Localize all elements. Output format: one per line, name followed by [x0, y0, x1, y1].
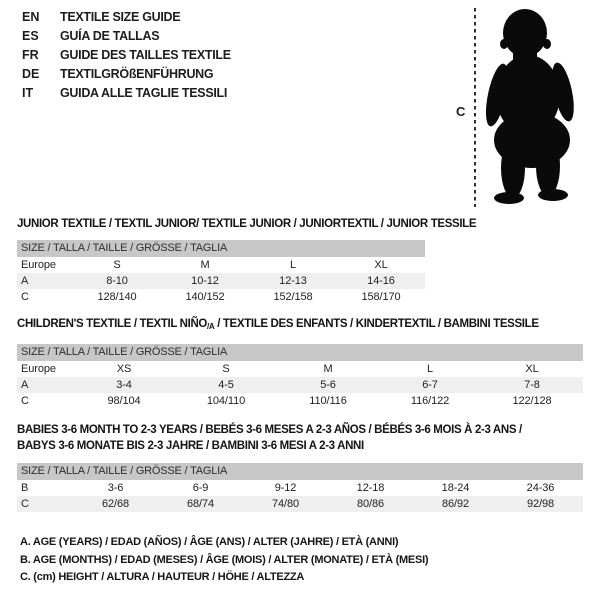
- children-table-title: [17, 316, 539, 335]
- size-cell: XL: [525, 363, 539, 375]
- size-cell: 12-18: [356, 482, 385, 494]
- junior-table: [17, 240, 425, 305]
- height-measure-figure: [452, 8, 598, 210]
- footnote-a: A. AGE (YEARS) / EDAD (AÑOS) / ÂGE (ANS) / ALTER (JAHRE) / ETÀ (ANNI): [20, 536, 399, 548]
- junior-table-title: JUNIOR TEXTILE / TEXTIL JUNIOR/ TEXTILE JUNIOR / JUNIORTEXTIL / JUNIOR TESSILE: [17, 218, 477, 230]
- children-title-before: CHILDREN'S TEXTILE / TEXTIL NIÑO: [17, 318, 208, 330]
- size-cell: 152/158: [273, 291, 313, 303]
- language-title: GUIDA ALLE TAGLIE TESSILI: [60, 86, 228, 100]
- size-cell: XS: [116, 363, 132, 375]
- babies-table: [17, 463, 583, 512]
- row-label: C: [21, 291, 29, 303]
- size-cell: 62/68: [101, 498, 130, 510]
- size-cell: 98/104: [107, 395, 141, 407]
- size-cell: 14-16: [367, 275, 395, 287]
- row-label: B: [21, 482, 29, 494]
- footnotes: [20, 534, 428, 587]
- size-cell: 140/152: [185, 291, 225, 303]
- children-table: [17, 344, 583, 409]
- size-cell: L: [289, 259, 297, 271]
- language-code: DE: [22, 67, 40, 81]
- language-row: [22, 8, 231, 27]
- table-row: [17, 393, 583, 409]
- size-cell: 3-6: [107, 482, 124, 494]
- size-cell: 3-4: [116, 379, 132, 391]
- language-title: GUÍA DE TALLAS: [60, 29, 160, 43]
- children-title-sub: /A: [207, 322, 215, 331]
- children-title-after: / TEXTILE DES ENFANTS / KINDERTEXTIL / BAMBINI TESSILE: [214, 318, 539, 330]
- footnote-b: B. AGE (MONTHS) / EDAD (MESES) / ÂGE (MOIS) / ALTER (MONATE) / ETÀ (MESI): [20, 553, 429, 566]
- size-cell: 18-24: [441, 482, 470, 494]
- table-row: [17, 377, 583, 393]
- height-dashed-line: [474, 8, 476, 207]
- size-cell: 5-6: [320, 379, 336, 391]
- language-code: ES: [22, 29, 39, 43]
- size-cell: 158/170: [361, 291, 401, 303]
- size-cell: 104/110: [206, 395, 246, 407]
- language-list: [22, 8, 231, 103]
- size-cell: 9-12: [274, 482, 297, 494]
- row-label: C: [21, 498, 29, 510]
- language-code: IT: [22, 86, 34, 100]
- language-title: TEXTILGRÖßENFÜHRUNG: [60, 67, 214, 81]
- size-cell: S: [222, 363, 230, 375]
- size-cell: 80/86: [356, 498, 385, 510]
- language-row: [22, 27, 231, 46]
- language-row: [22, 84, 231, 103]
- size-cell: 6-7: [422, 379, 438, 391]
- table-row: [17, 257, 425, 273]
- size-cell: 68/74: [186, 498, 215, 510]
- table-row: [17, 273, 425, 289]
- height-measure-label: C: [456, 104, 466, 119]
- size-cell: 92/98: [526, 498, 555, 510]
- babies-table-title: [17, 422, 522, 454]
- table-header-bar: SIZE / TALLA / TAILLE / GRÖSSE / TAGLIA: [17, 344, 583, 361]
- table-row: [17, 496, 583, 512]
- table-header-bar: SIZE / TALLA / TAILLE / GRÖSSE / TAGLIA: [17, 240, 425, 257]
- size-cell: 74/80: [271, 498, 300, 510]
- size-cell: 116/122: [410, 395, 450, 407]
- size-cell: L: [426, 363, 434, 375]
- language-row: [22, 65, 231, 84]
- size-cell: 12-13: [279, 275, 307, 287]
- size-cell: 110/116: [309, 395, 347, 407]
- size-cell: 4-5: [218, 379, 234, 391]
- size-cell: 128/140: [97, 291, 137, 303]
- row-label: C: [21, 395, 29, 407]
- table-row: [17, 361, 583, 377]
- footnote-c: C. (cm) HEIGHT / ALTURA / HAUTEUR / HÖHE / ALTEZZA: [20, 571, 305, 583]
- language-code: FR: [22, 48, 39, 62]
- baby-silhouette-icon: [480, 8, 595, 210]
- size-cell: M: [323, 363, 333, 375]
- size-cell: S: [113, 259, 121, 271]
- size-cell: 7-8: [524, 379, 540, 391]
- size-cell: 122/128: [512, 395, 552, 407]
- table-header-bar: SIZE / TALLA / TAILLE / GRÖSSE / TAGLIA: [17, 463, 583, 480]
- babies-title-line1: BABIES 3-6 MONTH TO 2-3 YEARS / BEBÉS 3-6 MESES A 2-3 AÑOS / BÉBÉS 3-6 MOIS À 2-3 ANS /: [17, 424, 522, 436]
- size-cell: 6-9: [192, 482, 209, 494]
- size-cell: 8-10: [106, 275, 128, 287]
- babies-title-line2: BABYS 3-6 MONATE BIS 2-3 JAHRE / BAMBINI 3-6 MESI A 2-3 ANNI: [17, 440, 364, 452]
- table-row: [17, 480, 583, 496]
- row-label: A: [21, 379, 29, 391]
- size-cell: 10-12: [191, 275, 219, 287]
- size-cell: 86/92: [441, 498, 470, 510]
- table-row: [17, 289, 425, 305]
- language-title: TEXTILE SIZE GUIDE: [60, 10, 181, 24]
- language-code: EN: [22, 10, 40, 24]
- row-label: A: [21, 275, 29, 287]
- row-label: Europe: [21, 259, 56, 271]
- size-cell: 24-36: [526, 482, 555, 494]
- language-title: GUIDE DES TAILLES TEXTILE: [60, 48, 231, 62]
- row-label: Europe: [21, 363, 56, 375]
- size-cell: XL: [374, 259, 388, 271]
- language-row: [22, 46, 231, 65]
- size-cell: M: [200, 259, 210, 271]
